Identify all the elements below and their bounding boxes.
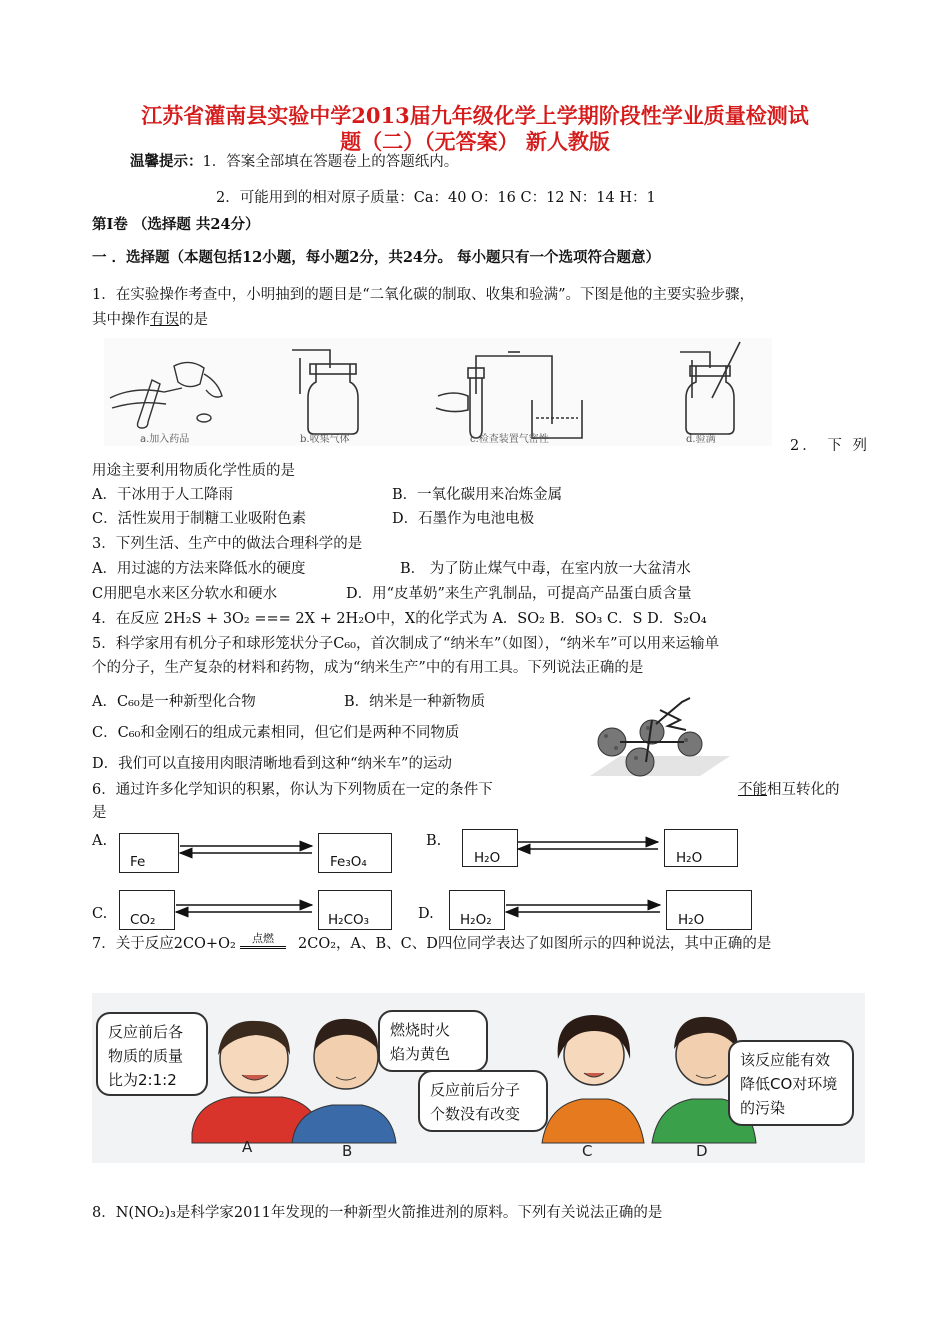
q7-label-d: D <box>696 1142 708 1160</box>
q1-caption-c: c.检查装置气密性 <box>470 434 549 445</box>
q6-d-right-text: H₂O <box>678 912 705 928</box>
q1-caption-d: d.验满 <box>686 434 716 445</box>
section-title: 第Ⅰ卷 （选择题 共24分） <box>92 216 260 233</box>
q6-label-c: C. <box>92 906 108 922</box>
bubble-a-line3: 比为2:1:2 <box>108 1071 177 1089</box>
q5-option-b: B．纳米是一种新物质 <box>344 694 486 710</box>
q7-bubble-a <box>96 1012 208 1096</box>
q2-line: 用途主要利用物质化学性质的是 <box>92 463 295 479</box>
bubble-a-line2: 物质的质量 <box>108 1047 184 1065</box>
bubble-d-line1: 该反应能有效 <box>740 1051 831 1069</box>
q6-c-right-text: H₂CO₃ <box>328 912 370 928</box>
q6-line2: 是 <box>92 805 107 821</box>
page-title-line2: 题（二）（无答案） 新人教版 <box>340 129 610 154</box>
q7-bubble-b <box>378 1010 488 1072</box>
q6-a-right-text: Fe₃O₄ <box>330 854 367 870</box>
page-title-line1: 江苏省灌南县实验中学2013届九年级化学上学期阶段性学业质量检测试 <box>141 103 809 128</box>
q2-option-b: B．一氧化碳用来冶炼金属 <box>392 487 563 503</box>
q1-line1: 1．在实验操作考查中，小明抽到的题目是“二氧化碳的制取、收集和验满”。下图是他的主要实验步骤， <box>92 287 755 303</box>
q3-line: 3．下列生活、生产中的做法合理科学的是 <box>92 536 363 552</box>
q2-lead: 2． 下 列 <box>790 438 870 454</box>
q6-line-underlined: 不能 <box>738 782 767 798</box>
q2-option-a: A．干冰用于人工降雨 <box>92 487 233 503</box>
section-heading: 一 ．选择题（本题包括12小题，每小题2分，共24分。 每小题只有一个选项符合题意） <box>92 249 661 266</box>
bubble-c-line1: 反应前后分子 <box>430 1081 521 1099</box>
q3-option-d: D．用“皮革奶”来生产乳制品，可提高产品蛋白质含量 <box>346 586 692 602</box>
q6-label-d: D. <box>418 906 434 922</box>
q1-line2-post: 的是 <box>179 312 208 328</box>
q2-option-d: D．石墨作为电池电极 <box>392 511 535 527</box>
q4-line: 4．在反应 2H₂S + 3O₂ === 2X + 2H₂O中，X的化学式为 A．SO₂ B．SO₃ C．S D．S₂O₄ <box>92 611 707 627</box>
q6-d-left-text: H₂O₂ <box>460 912 492 928</box>
q3-option-b: B． 为了防止煤气中毒，在室内放一大盆清水 <box>400 561 691 577</box>
q5-line1: 5．科学家用有机分子和球形笼状分子C₆₀，首次制成了“纳米车”（如图），“纳米车”可以用来运输单 <box>92 636 720 652</box>
q5-option-d: D．我们可以直接用肉眼清晰地看到这种“纳米车”的运动 <box>92 756 452 772</box>
q3-option-a: A．用过滤的方法来降低水的硬度 <box>92 561 306 577</box>
q5-option-a: A．C₆₀是一种新型化合物 <box>92 694 256 710</box>
q6-b-left-text: H₂O <box>474 850 501 866</box>
q7-label-b: B <box>342 1142 353 1160</box>
q7-bubble-c <box>418 1070 548 1132</box>
q7-label-a: A <box>242 1138 253 1156</box>
q8-line: 8．N(NO₂)₃是科学家2011年发现的一种新型火箭推进剂的原料。下列有关说法正确的是 <box>92 1205 663 1221</box>
bubble-d-line3: 的污染 <box>740 1099 786 1117</box>
bubble-a-line1: 反应前后各 <box>108 1023 184 1041</box>
q7-bubble-d <box>728 1040 854 1126</box>
tips-label: 温馨提示： <box>130 153 203 170</box>
q7-condition: 点燃 <box>240 932 286 949</box>
bubble-b-line1: 燃烧时火 <box>390 1021 451 1039</box>
q1-line2-pre: 其中操作 <box>92 312 150 328</box>
q5-line2: 个的分子，生产复杂的材料和药物，成为“纳米生产”中的有用工具。下列说法正确的是 <box>92 660 644 676</box>
q1-caption-a: a.加入药品 <box>140 434 190 445</box>
q7-label-c: C <box>582 1142 593 1160</box>
q1-caption-b: b.收集气体 <box>300 434 350 445</box>
bubble-b-line2: 焰为黄色 <box>390 1045 451 1063</box>
q3-option-c: C用肥皂水来区分软水和硬水 <box>92 586 278 602</box>
q7-line-pre: 7．关于反应2CO+O₂ <box>92 936 236 952</box>
q7-line-post: 2CO₂，A、B、C、D四位同学表达了如图所示的四种说法，其中正确的是 <box>298 936 772 952</box>
q6-line-post: 相互转化的 <box>767 782 840 798</box>
q6-label-a: A. <box>92 833 108 849</box>
bubble-c-line2: 个数没有改变 <box>430 1105 521 1123</box>
q6-a-left-text: Fe <box>130 854 146 870</box>
q6-label-b: B. <box>426 833 442 849</box>
q2-option-c: C．活性炭用于制糖工业吸附色素 <box>92 511 307 527</box>
tips-text1: 1．答案全部填在答题卷上的答题纸内。 <box>202 154 459 170</box>
q6-line-pre: 6．通过许多化学知识的积累，你认为下列物质在一定的条件下 <box>92 782 493 798</box>
q1-line2-underlined: 有误 <box>150 312 179 328</box>
q6-b-right-text: H₂O <box>676 850 703 866</box>
tips-line2: 2．可能用到的相对原子质量：Ca：40 O：16 C：12 N：14 H：1 <box>216 190 656 206</box>
bubble-d-line2: 降低CO对环境 <box>740 1075 838 1093</box>
q5-option-c: C．C₆₀和金刚石的组成元素相同，但它们是两种不同物质 <box>92 725 460 741</box>
q6-c-left-text: CO₂ <box>130 912 156 928</box>
student-c-figure <box>542 1015 644 1143</box>
